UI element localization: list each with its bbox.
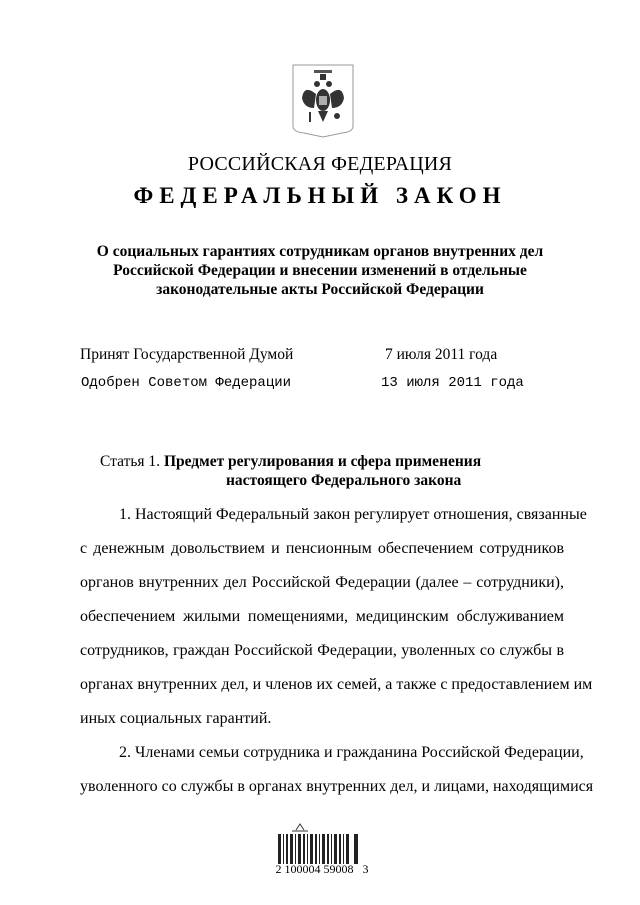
article-title-line2: настоящего Федерального закона bbox=[226, 472, 462, 489]
approved-by-council-label: Одобрен Советом Федерации bbox=[81, 375, 292, 391]
approved-by-council-date: 13 июля 2011 года bbox=[381, 375, 524, 391]
document-type-title: ФЕДЕРАЛЬНЫЙ ЗАКОН bbox=[133, 183, 507, 208]
body-line: 1. Настоящий Федеральный закон регулирует отношения, связанные bbox=[119, 506, 587, 523]
body-line: иных социальных гарантий. bbox=[80, 710, 272, 727]
body-line: обеспечением жилыми помещениями, медицинским обслуживанием bbox=[80, 608, 564, 625]
adopted-by-duma-label: Принят Государственной Думой bbox=[80, 346, 294, 363]
article-heading bbox=[100, 452, 560, 490]
body-line: органах внутренних дел, и членов их семей, а также с предоставлением им bbox=[80, 676, 593, 693]
body-line: с денежным довольствием и пенсионным обеспечением сотрудников bbox=[80, 540, 564, 557]
barcode-number: 2 100004 59008 3 bbox=[275, 862, 369, 876]
coat-of-arms-emblem bbox=[292, 64, 354, 140]
article-title-line1: Предмет регулирования и сфера применения bbox=[163, 453, 482, 470]
body-line: 2. Членами семьи сотрудника и гражданина Российской Федерации, bbox=[119, 744, 584, 761]
body-line: сотрудников, граждан Российской Федерации, уволенных со службы в bbox=[80, 642, 564, 659]
country-heading: РОССИЙСКАЯ ФЕДЕРАЦИЯ bbox=[187, 153, 453, 175]
article-number: Статья 1. bbox=[100, 453, 161, 470]
law-subject-title: О социальных гарантиях сотрудникам органов внутренних дел Российской Федерации и внесении изменений в отдельные законодательные акты Российской Федерации bbox=[96, 243, 544, 298]
body-line: органов внутренних дел Российской Федерации (далее – сотрудники), bbox=[80, 574, 564, 591]
body-line: уволенного со службы в органах внутренних дел, и лицами, находящимися bbox=[80, 778, 594, 795]
adopted-by-duma-date: 7 июля 2011 года bbox=[385, 346, 498, 363]
